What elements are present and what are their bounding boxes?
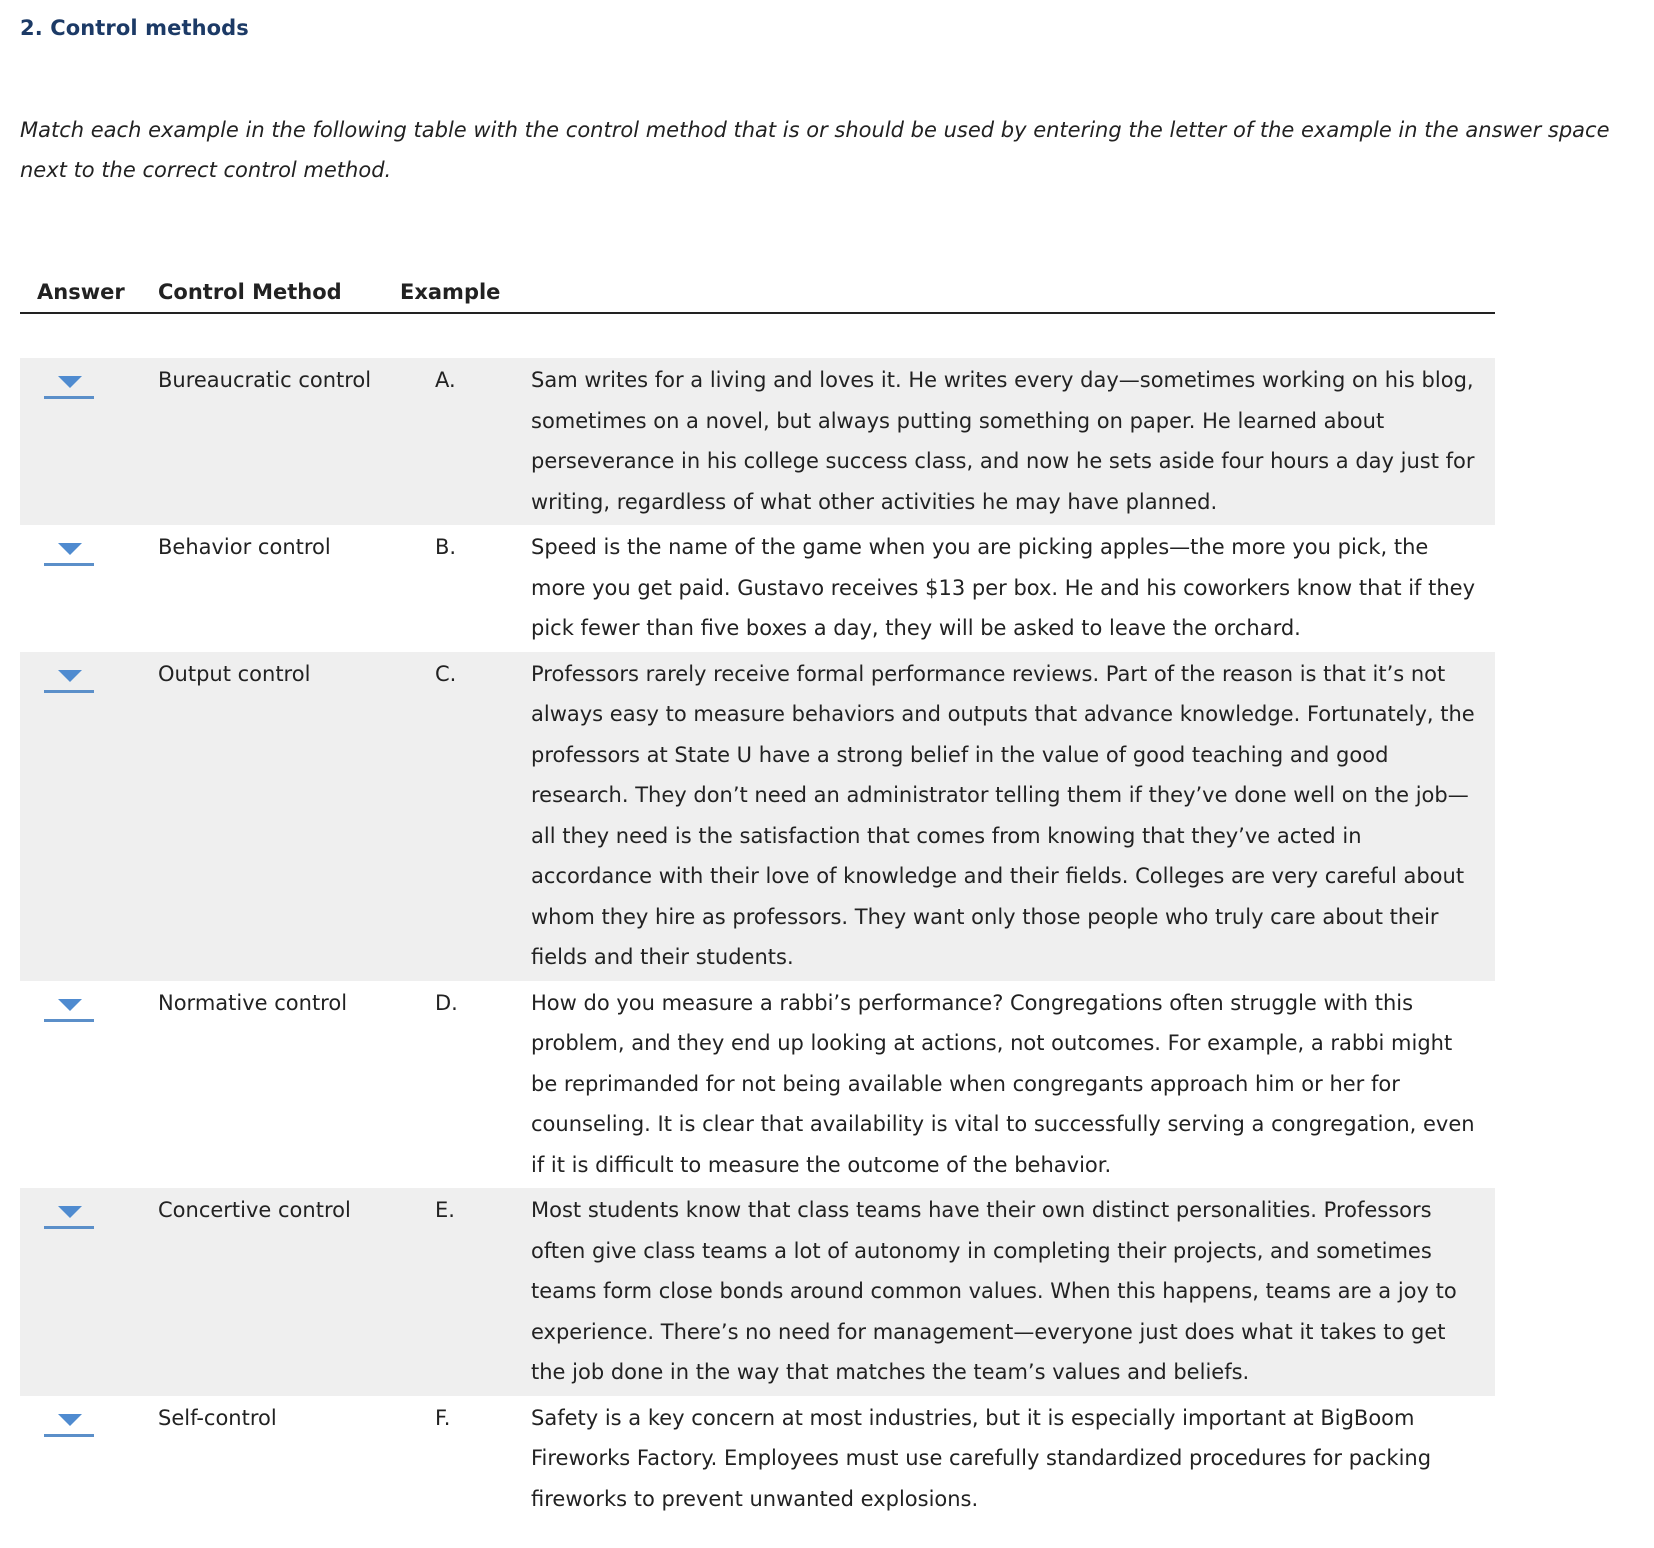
chevron-down-icon (58, 670, 82, 682)
chevron-down-icon (58, 999, 82, 1011)
header-example: Example (400, 280, 501, 304)
example-text: Most students know that class teams have their own distinct personalities. Professors often give class teams a lot of autonomy in completing their projects, and sometimes teams form close bonds around common values. When this happens, teams are a joy to experience. There’s no need for management—everyone just does what it takes to get the job done in the way that matches the team’s values and beliefs. (531, 1198, 1457, 1384)
example-text: Professors rarely receive formal performance reviews. Part of the reason is that it’s not always easy to measure behaviors and outputs that advance knowledge. Fortunately, the professors at State U have a strong belief in the value of good teaching and good research. They don’t need an administrator telling them if they’ve done well on the job— all they need is the satisfaction that comes from knowing that they’ve acted in accordance with their love of knowledge and their fields. Colleges are very careful about whom they hire as professors. They want only those people who truly care about their fields and their students. (531, 661, 1475, 969)
answer-dropdown-self[interactable] (44, 1410, 94, 1437)
example-letter: B. (435, 535, 457, 559)
example-letter: C. (435, 661, 457, 686)
answer-dropdown-bureaucratic[interactable] (44, 372, 94, 399)
control-method-label: Normative control (158, 990, 348, 1015)
header-answer: Answer (37, 280, 125, 304)
example-letter: D. (435, 990, 458, 1015)
example-letter: E. (435, 1198, 455, 1222)
instructions: Match each example in the following table with the control method that is or should be used by entering the letter of the example in the answer space next to the correct control method. (20, 118, 1610, 182)
chevron-down-icon (58, 376, 82, 388)
answer-dropdown-output[interactable] (44, 666, 94, 693)
table-row (20, 652, 1495, 981)
example-text: How do you measure a rabbi’s performance? Congregations often struggle with this problem, and they end up looking at actions, not outcomes. For example, a rabbi might be reprimanded for not being available when congregants approach him or her for counseling. It is clear that availability is vital to successfully serving a congregation, even if it is difficult to measure the outcome of the behavior. (531, 990, 1475, 1177)
table-row (20, 358, 1495, 525)
control-method-label: Concertive control (158, 1198, 351, 1222)
table-row (20, 1396, 1495, 1523)
example-text: Safety is a key concern at most industries, but it is especially important at BigBoom Fireworks Factory. Employees must use carefully standardized procedures for packing fireworks to prevent unwanted explosions. (531, 1405, 1432, 1511)
answer-dropdown-concertive[interactable] (44, 1202, 94, 1229)
control-method-label: Self-control (158, 1405, 277, 1430)
control-method-label: Bureaucratic control (158, 368, 372, 392)
example-letter: A. (435, 368, 456, 392)
table-row (20, 1188, 1495, 1396)
answer-dropdown-behavior[interactable] (44, 539, 94, 566)
example-text: Speed is the name of the game when you are picking apples—the more you pick, the more you get paid. Gustavo receives $13 per box. He and his coworkers know that if they pick fewer than five boxes a day, they will be asked to leave the orchard. (531, 535, 1476, 640)
table-body (20, 358, 1495, 1522)
header-control-method: Control Method (158, 280, 342, 304)
example-letter: F. (435, 1405, 451, 1430)
table-header (20, 274, 1495, 314)
control-method-label: Output control (158, 661, 311, 686)
chevron-down-icon (58, 1414, 82, 1426)
chevron-down-icon (58, 543, 82, 555)
example-text: Sam writes for a living and loves it. He writes every day—sometimes working on his blog, sometimes on a novel, but always putting something on paper. He learned about perseverance in his college success class, and now he sets aside four hours a day just for writing, regardless of what other activities he may have planned. (531, 368, 1475, 514)
table-row (20, 525, 1495, 652)
answer-dropdown-normative[interactable] (44, 995, 94, 1022)
control-method-label: Behavior control (158, 535, 331, 559)
page-title: 2. Control methods (20, 16, 249, 40)
chevron-down-icon (58, 1206, 82, 1218)
matching-table (20, 274, 1495, 1522)
table-row (20, 981, 1495, 1189)
